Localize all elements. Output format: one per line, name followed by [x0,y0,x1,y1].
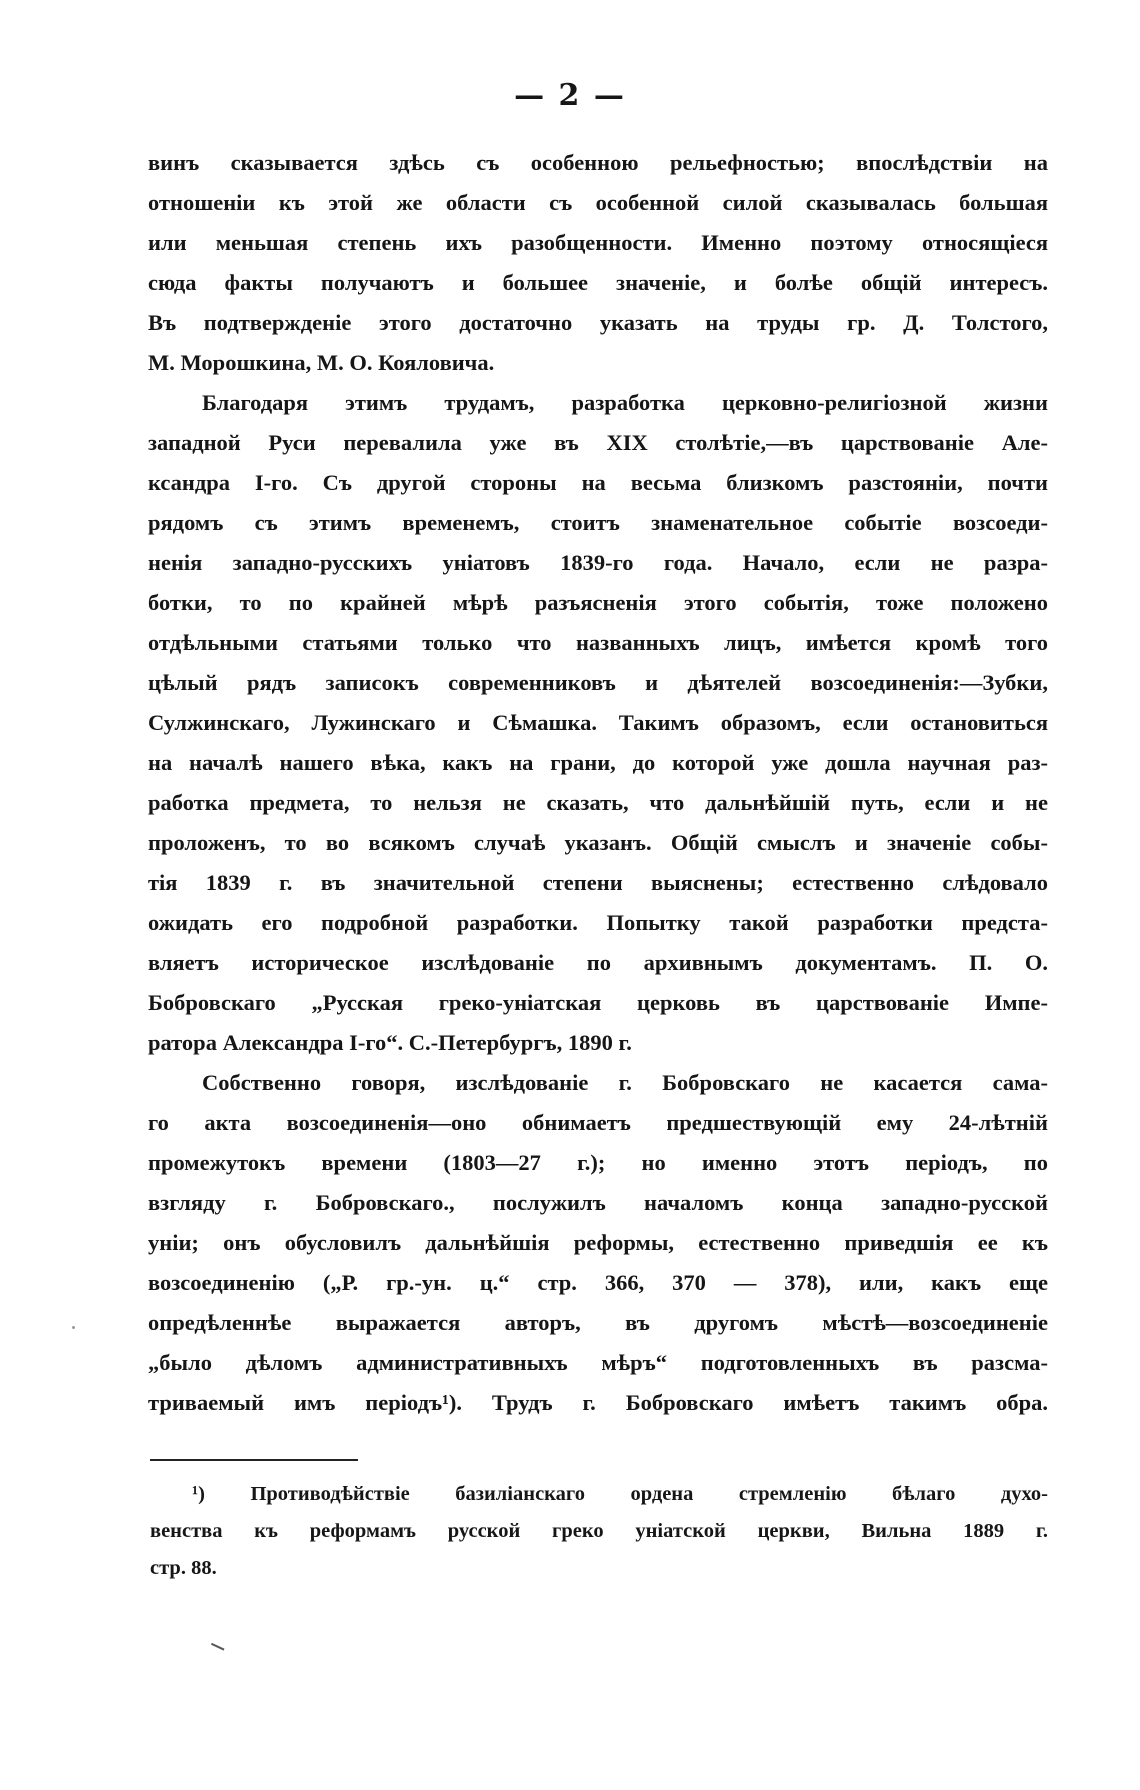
main-text [148,143,1048,1423]
text-line: сюда факты получаютъ и большее значеніе, и болѣе общій интересъ. [148,270,1048,295]
text-line: Бобровскаго „Русская греко-уніатская церковь въ царствованіе Импе- [148,990,1048,1015]
text-line: цѣлый рядъ записокъ современниковъ и дѣятелей возсоединенія:—Зубки, [148,670,1048,695]
text-line: отдѣльными статьями только что названныхъ лицъ, имѣется кромѣ того [148,630,1048,655]
scan-dot [72,1326,75,1329]
text-line: ксандра I-го. Съ другой стороны на весьма близкомъ разстояніи, почти [148,470,1048,495]
text-line: ненія западно-русскихъ уніатовъ 1839-го года. Начало, если не разра- [148,550,1048,575]
scan-mark [211,1637,227,1650]
text-line: ожидать его подробной разработки. Попытку такой разработки предста- [148,910,1048,935]
text-line: вляетъ историческое изслѣдованіе по архивнымъ документамъ. П. О. [148,950,1048,975]
text-line: тія 1839 г. въ значительной степени выяснены; естественно слѣдовало [148,870,1048,895]
footnote-line: стр. 88. [150,1557,217,1579]
text-line: отношеніи къ этой же области съ особенной силой сказывалась большая [148,190,1048,215]
text-line: винъ сказывается здѣсь съ особенною рельефностью; впослѣдствіи на [148,150,1048,175]
footnote-line: ¹) Противодѣйствіе базиліанскаго ордена стремленію бѣлаго духо- [192,1483,1048,1505]
text-line: ратора Александра I-го“. С.-Петербургъ, 1890 г. [148,1030,632,1055]
footnote [150,1476,1048,1587]
text-line: Сулжинскаго, Лужинскаго и Сѣмашка. Такимъ образомъ, если остановиться [148,710,1048,735]
text-line: или меньшая степень ихъ разобщенности. Именно поэтому относящіеся [148,230,1048,255]
text-line: рядомъ съ этимъ временемъ, стоитъ знаменательное событіе возсоеди- [148,510,1048,535]
paragraph-start-line: Собственно говоря, изслѣдованіе г. Бобровскаго не касается сама- [202,1070,1048,1095]
text-line: проложенъ, то во всякомъ случаѣ указанъ. Общій смыслъ и значеніе собы- [148,830,1048,855]
text-line: го акта возсоединенія—оно обнимаетъ предшествующій ему 24-лѣтній [148,1110,1048,1135]
text-line: промежутокъ времени (1803—27 г.); но именно этотъ періодъ, по [148,1150,1048,1175]
text-line: западной Руси перевалила уже въ XIX столѣтіе,—въ царствованіе Але- [148,430,1048,455]
text-line: работка предмета, то нельзя не сказать, что дальнѣйшій путь, если и не [148,790,1048,815]
text-line: взгляду г. Бобровскаго., послужилъ началомъ конца западно-русской [148,1190,1048,1215]
text-line: „было дѣломъ административныхъ мѣръ“ подготовленныхъ въ разсма- [148,1350,1048,1375]
footnote-line: венства къ реформамъ русской греко уніатской церкви, Вильна 1889 г. [150,1520,1048,1542]
text-line: опредѣленнѣе выражается авторъ, въ другомъ мѣстѣ—возсоединеніе [148,1310,1048,1335]
text-line: на началѣ нашего вѣка, какъ на грани, до которой уже дошла научная раз- [148,750,1048,775]
text-line: ботки, то по крайней мѣрѣ разъясненія этого событія, тоже положено [148,590,1048,615]
text-line: уніи; онъ обусловилъ дальнѣйшія реформы, естественно приведшія ее къ [148,1230,1048,1255]
footnote-divider [150,1459,358,1461]
text-line: М. Морошкина, М. О. Кояловича. [148,350,495,375]
text-line: Въ подтвержденіе этого достаточно указать на труды гр. Д. Толстого, [148,310,1048,335]
text-line: возсоединенію („Р. гр.-ун. ц.“ стр. 366, 370 — 378), или, какъ еще [148,1270,1048,1295]
text-line: триваемый имъ періодъ¹). Трудъ г. Бобровскаго имѣетъ такимъ обра. [148,1390,1048,1415]
page-number: — 2 — [514,78,626,113]
paragraph-start-line: Благодаря этимъ трудамъ, разработка церковно-религіозной жизни [202,390,1048,415]
